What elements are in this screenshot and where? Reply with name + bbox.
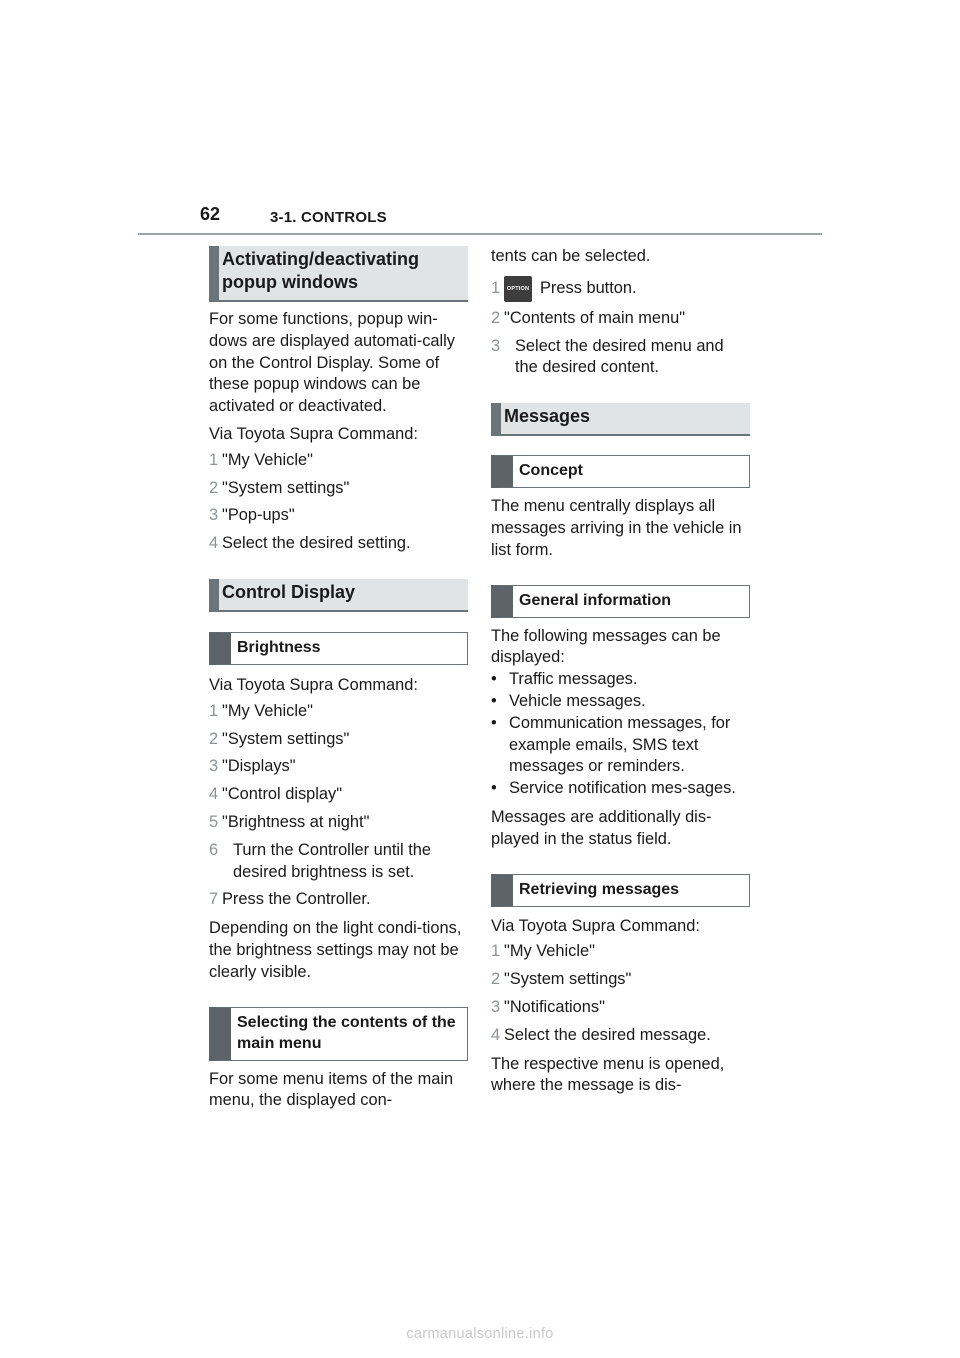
list-item: 6 Turn the Controller until the desired brightness is set. <box>209 840 431 881</box>
list-item: 1 "My Vehicle" <box>209 450 313 469</box>
watermark: carmanualsonline.info <box>406 1326 554 1342</box>
list-item: • Traffic messages. <box>491 670 638 689</box>
brightness-via: Via Toyota Supra Command: <box>209 675 418 694</box>
left-column <box>209 246 468 1112</box>
main-menu-continuation: tents can be selected. <box>491 247 651 265</box>
list-item: 5 "Brightness at night" <box>209 812 370 831</box>
list-item: • Communication messages, for example emails, SMS text messages or reminders. <box>491 713 731 776</box>
popup-intro: For some functions, popup win-dows are displayed automati-cally on the Control Display. Some of these popup windows can be activated or deactivated. <box>209 310 455 416</box>
list-item: 2 "System settings" <box>209 478 350 497</box>
list-item: 4 Select the desired message. <box>491 1025 711 1044</box>
list-item: 7 Press the Controller. <box>209 890 371 909</box>
heading-brightness: Brightness <box>209 632 468 665</box>
heading-concept: Concept <box>491 455 750 488</box>
list-item: 3 Select the desired menu and the desired content. <box>491 336 724 377</box>
popup-via: Via Toyota Supra Command: <box>209 424 418 443</box>
list-item: • Vehicle messages. <box>491 691 646 710</box>
header-rule <box>138 233 822 235</box>
heading-general-information: General information <box>491 585 750 618</box>
list-item: 3 "Displays" <box>209 757 296 776</box>
retrieving-steps <box>491 941 750 1046</box>
right-column <box>491 246 750 1097</box>
list-item: 3 "Notifications" <box>491 997 605 1016</box>
message-types-list <box>491 669 750 800</box>
list-item: 2 "Contents of main menu" <box>491 308 686 327</box>
list-item: 4 "Control display" <box>209 785 343 804</box>
brightness-note: Depending on the light condi-tions, the brightness settings may not be clearly visible. <box>209 919 462 981</box>
list-item: 1 "My Vehicle" <box>491 942 595 961</box>
main-menu-intro: For some menu items of the main menu, the displayed con- <box>209 1069 454 1110</box>
main-menu-steps <box>491 276 750 379</box>
list-item: • Service notification mes-sages. <box>491 779 736 798</box>
list-item: 2 "System settings" <box>491 970 632 989</box>
concept-text: The menu centrally displays all messages arriving in the vehicle in list form. <box>491 497 742 559</box>
list-item: 3 "Pop-ups" <box>209 506 295 525</box>
page-number: 62 <box>200 204 221 224</box>
heading-main-menu: Selecting the contents of the main menu <box>209 1007 468 1061</box>
option-button-icon: OPTION <box>504 276 532 302</box>
brightness-steps <box>209 701 468 911</box>
list-item: 2 "System settings" <box>209 729 350 748</box>
heading-control-display: Control Display <box>209 579 468 612</box>
retrieving-via: Via Toyota Supra Command: <box>491 916 700 935</box>
list-item: 1 "My Vehicle" <box>209 701 313 720</box>
popup-steps <box>209 450 468 555</box>
list-item: 4 Select the desired setting. <box>209 534 411 553</box>
heading-popup-windows: Activating/deactivating popup windows <box>209 246 468 302</box>
list-item: 1 OPTION Press button. <box>491 276 750 302</box>
chapter-title: 3-1. CONTROLS <box>270 209 387 226</box>
status-field-text: Messages are additionally dis-played in the status field. <box>491 807 712 848</box>
retrieving-outro: The respective menu is opened, where the message is dis- <box>491 1054 725 1095</box>
general-intro: The following messages can be displayed: <box>491 626 721 667</box>
heading-messages: Messages <box>491 403 750 436</box>
heading-retrieving-messages: Retrieving messages <box>491 874 750 907</box>
